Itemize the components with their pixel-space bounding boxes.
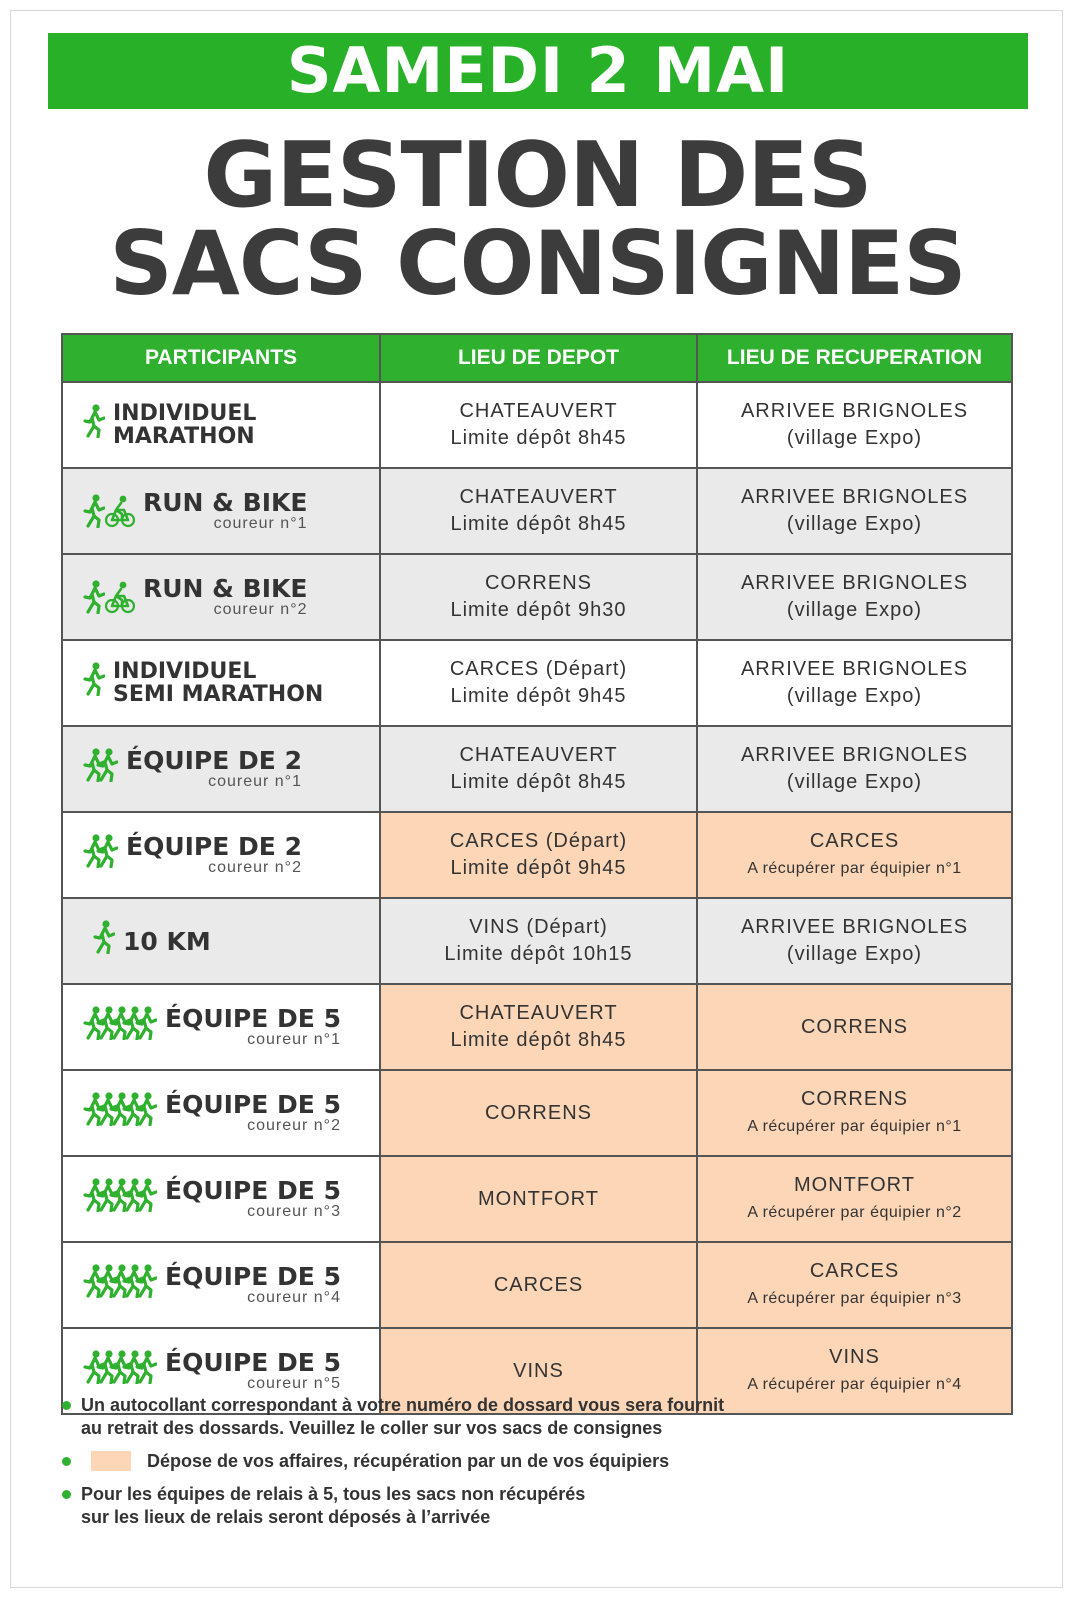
depot-deadline: Limite dépôt 10h15 (444, 943, 633, 965)
recuperation-location: CORRENS (800, 1088, 908, 1110)
participant-name-line-1: ÉQUIPE DE 2 (126, 831, 302, 861)
depot-cell (381, 727, 698, 811)
depot-location: VINS (513, 1359, 564, 1382)
depot-cell (381, 555, 698, 639)
depot-deadline: Limite dépôt 8h45 (450, 513, 627, 535)
depot-deadline: Limite dépôt 8h45 (450, 1029, 627, 1051)
table-row (63, 381, 1011, 467)
participant-name (113, 402, 256, 448)
recuperation-cell (698, 985, 1011, 1069)
five-runners-icon (83, 1006, 157, 1048)
depot-cell (381, 641, 698, 725)
participant-cell (63, 1243, 381, 1327)
table-row (63, 1155, 1011, 1241)
participant-name (165, 1347, 341, 1377)
depot-location: CORRENS (484, 572, 592, 594)
runner-cyclist-icon (83, 494, 135, 528)
note-sticker (62, 1394, 1022, 1440)
participant-name-line-1: INDIVIDUEL (113, 401, 257, 426)
recuperation-cell (698, 899, 1011, 983)
peach-swatch (91, 1451, 131, 1471)
recuperation-cell (698, 383, 1011, 467)
table-row (63, 553, 1011, 639)
recuperation-location: CARCES (809, 1260, 900, 1282)
participant-name (126, 745, 302, 775)
note-relay (62, 1483, 1022, 1529)
participant-runner-number: coureur n°2 (213, 600, 308, 618)
table-row (63, 983, 1011, 1069)
page-title-line-1: GESTION DES (203, 123, 872, 228)
participant-name (123, 926, 211, 956)
participant-name-line-1: ÉQUIPE DE 2 (126, 745, 302, 775)
recuperation-detail: A récupérer par équipier n°3 (747, 1290, 962, 1307)
depot-deadline: Limite dépôt 9h45 (450, 857, 627, 879)
five-runners-icon (83, 1092, 157, 1134)
depot-location: CORRENS (484, 1101, 592, 1124)
depot-location: CHATEAUVERT (459, 486, 618, 508)
recuperation-location: ARRIVEE BRIGNOLES (740, 744, 969, 766)
runner-icon (83, 662, 105, 704)
participant-name-line-1: 10 KM (123, 926, 211, 956)
recuperation-detail: (village Expo) (786, 513, 923, 535)
recuperation-cell (698, 1243, 1011, 1327)
participant-cell (63, 727, 381, 811)
depot-cell (381, 469, 698, 553)
recuperation-detail: A récupérer par équipier n°1 (747, 860, 962, 877)
participant-runner-number: coureur n°1 (208, 772, 302, 790)
recuperation-location: ARRIVEE BRIGNOLES (740, 400, 969, 422)
header-lieu-depot: LIEU DE DEPOT (381, 335, 698, 381)
recuperation-cell (698, 813, 1011, 897)
depot-cell (381, 1243, 698, 1327)
five-runners-icon (83, 1350, 157, 1392)
recuperation-detail: A récupérer par équipier n°4 (747, 1376, 962, 1393)
participant-name-line-2: MARATHON (113, 424, 255, 449)
depot-cell (381, 899, 698, 983)
table-row (63, 897, 1011, 983)
recuperation-location: ARRIVEE BRIGNOLES (740, 486, 969, 508)
notes (62, 1394, 1022, 1539)
table-row (63, 811, 1011, 897)
participant-name-line-1: ÉQUIPE DE 5 (165, 1175, 341, 1205)
table-row (63, 1241, 1011, 1327)
page-title-line-2: SACS CONSIGNES (109, 212, 966, 315)
five-runners-icon (83, 1264, 157, 1306)
recuperation-location: ARRIVEE BRIGNOLES (740, 572, 969, 594)
bullet-icon (62, 1490, 71, 1499)
participant-cell (63, 1071, 381, 1155)
recuperation-detail: A récupérer par équipier n°2 (747, 1204, 962, 1221)
participant-name-line-1: ÉQUIPE DE 5 (165, 1003, 341, 1033)
table-header (63, 335, 1011, 381)
participant-name (143, 487, 308, 517)
depot-cell (381, 383, 698, 467)
bags-table (61, 333, 1013, 1415)
two-runners-icon (83, 834, 118, 876)
participant-cell (63, 1157, 381, 1241)
participant-cell (63, 641, 381, 725)
depot-deadline: Limite dépôt 8h45 (450, 427, 627, 449)
participant-runner-number: coureur n°5 (247, 1374, 341, 1392)
recuperation-detail: A récupérer par équipier n°1 (747, 1118, 962, 1135)
note-legend-text: Dépose de vos affaires, récupération par un de vos équipiers (147, 1451, 670, 1471)
participant-cell (63, 469, 381, 553)
note-sticker-line-2: au retrait des dossards. Veuillez le coller sur vos sacs de consignes (81, 1418, 663, 1438)
participant-runner-number: coureur n°1 (247, 1030, 341, 1048)
recuperation-detail: (village Expo) (786, 685, 923, 707)
recuperation-cell (698, 1157, 1011, 1241)
date-banner: SAMEDI 2 MAI (48, 33, 1028, 109)
recuperation-location: ARRIVEE BRIGNOLES (740, 916, 969, 938)
participant-runner-number: coureur n°2 (208, 858, 302, 876)
participant-runner-number: coureur n°4 (247, 1288, 341, 1306)
participant-name-line-1: ÉQUIPE DE 5 (165, 1089, 341, 1119)
participant-name (165, 1175, 341, 1205)
recuperation-detail: (village Expo) (786, 943, 923, 965)
header-participants: PARTICIPANTS (63, 335, 381, 381)
note-relay-line-2: sur les lieux de relais seront déposés à l’arrivée (81, 1507, 491, 1527)
participant-name-line-1: INDIVIDUEL (113, 659, 257, 684)
participant-cell (63, 899, 381, 983)
depot-location: VINS (Départ) (469, 916, 608, 938)
participant-name-line-1: ÉQUIPE DE 5 (165, 1347, 341, 1377)
participant-runner-number: coureur n°2 (247, 1116, 341, 1134)
recuperation-location: ARRIVEE BRIGNOLES (740, 658, 969, 680)
depot-location: CARCES (Départ) (449, 830, 628, 852)
recuperation-detail: (village Expo) (786, 771, 923, 793)
depot-location: CHATEAUVERT (459, 400, 618, 422)
participant-name-line-1: ÉQUIPE DE 5 (165, 1261, 341, 1291)
table-row (63, 639, 1011, 725)
participant-name-line-2: SEMI MARATHON (113, 682, 324, 707)
depot-deadline: Limite dépôt 8h45 (450, 771, 627, 793)
recuperation-cell (698, 469, 1011, 553)
depot-cell (381, 1157, 698, 1241)
table-row (63, 725, 1011, 811)
recuperation-location: CARCES (809, 830, 900, 852)
depot-cell (381, 985, 698, 1069)
depot-deadline: Limite dépôt 9h45 (450, 685, 627, 707)
header-lieu-recuperation: LIEU DE RECUPERATION (726, 346, 983, 369)
participant-name (113, 660, 323, 706)
depot-location: CARCES (Départ) (449, 658, 628, 680)
recuperation-location: VINS (829, 1346, 880, 1368)
recuperation-cell (698, 555, 1011, 639)
note-legend (62, 1450, 1022, 1473)
recuperation-location: MONTFORT (794, 1174, 915, 1196)
participant-name (165, 1089, 341, 1119)
recuperation-cell (698, 1071, 1011, 1155)
participant-name (143, 573, 308, 603)
participant-runner-number: coureur n°3 (247, 1202, 341, 1220)
depot-cell (381, 1071, 698, 1155)
bullet-icon (62, 1401, 71, 1410)
runner-cyclist-icon (83, 580, 135, 614)
participant-cell (63, 813, 381, 897)
participant-name (165, 1261, 341, 1291)
note-relay-line-1: Pour les équipes de relais à 5, tous les sacs non récupérés (81, 1484, 586, 1504)
bullet-icon (62, 1457, 71, 1466)
recuperation-cell (698, 641, 1011, 725)
depot-location: CHATEAUVERT (459, 1002, 618, 1024)
recuperation-cell (698, 727, 1011, 811)
participant-cell (63, 985, 381, 1069)
two-runners-icon (83, 748, 118, 790)
depot-deadline: Limite dépôt 9h30 (450, 599, 627, 621)
participant-name-line-1: RUN & BIKE (143, 487, 308, 517)
table-row (63, 1069, 1011, 1155)
depot-cell (381, 813, 698, 897)
depot-location: CARCES (493, 1273, 584, 1296)
participant-cell (63, 383, 381, 467)
five-runners-icon (83, 1178, 157, 1220)
participant-name (165, 1003, 341, 1033)
recuperation-detail: (village Expo) (786, 427, 923, 449)
participant-name (126, 831, 302, 861)
runner-icon (83, 404, 105, 446)
note-sticker-line-1: Un autocollant correspondant à votre numéro de dossard vous sera fournit (81, 1395, 725, 1415)
participant-name-line-1: RUN & BIKE (143, 573, 308, 603)
participant-cell (63, 555, 381, 639)
runner-icon (93, 920, 115, 962)
depot-location: CHATEAUVERT (459, 744, 618, 766)
depot-location: MONTFORT (478, 1187, 599, 1210)
participant-runner-number: coureur n°1 (213, 514, 308, 532)
recuperation-detail: (village Expo) (786, 599, 923, 621)
recuperation-location: CORRENS (800, 1015, 908, 1038)
table-row (63, 467, 1011, 553)
